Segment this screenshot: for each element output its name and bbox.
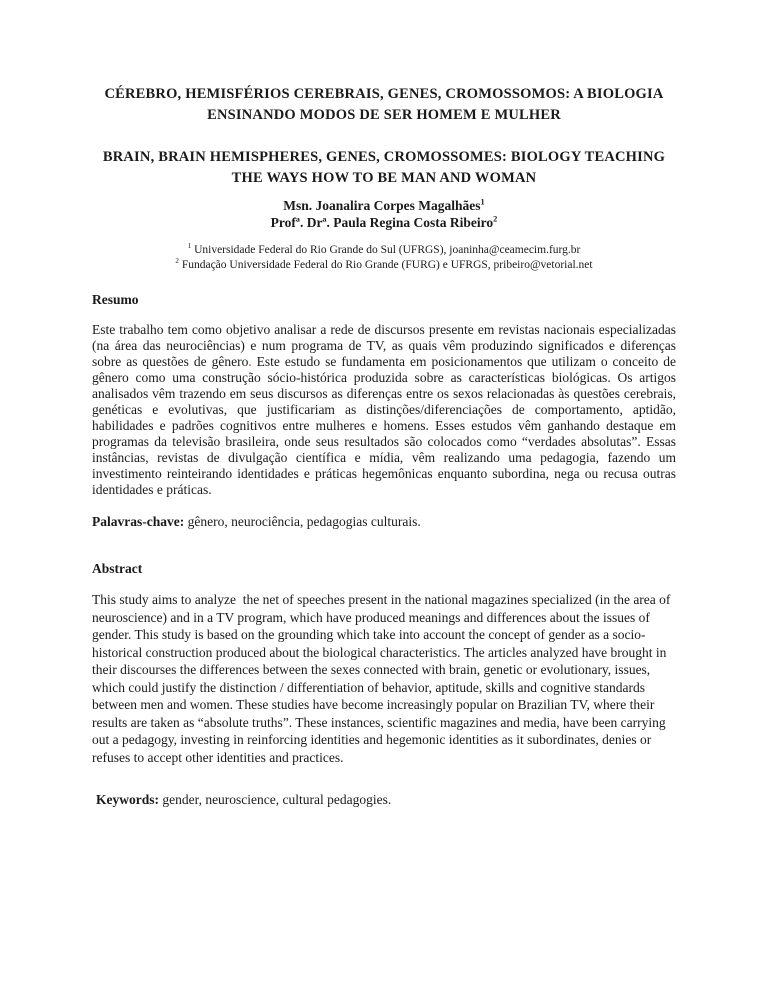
author-line-1	[92, 198, 676, 215]
keywords-en-line	[92, 792, 676, 808]
author-2-name: Profª. Drª. Paula Regina Costa Ribeiro	[270, 214, 494, 230]
author-block	[92, 198, 676, 231]
author-2-footnote-marker: 2	[493, 214, 498, 223]
author-1-name: Msn. Joanalira Corpes Magalhães	[283, 198, 481, 213]
keywords-pt-line	[92, 514, 676, 530]
paper-title-en: BRAIN, BRAIN HEMISPHERES, GENES, CROMOSSOMES: BIOLOGY TEACHING THE WAYS HOW TO BE MAN AND WOMAN	[102, 149, 666, 186]
author-1-footnote-marker: 1	[480, 197, 485, 207]
keywords-pt-label: Palavras-chave:	[92, 514, 185, 529]
affiliation-line-1	[92, 243, 676, 258]
affiliation-1-text: Universidade Federal do Rio Grande do Sul (UFRGS), joaninha@ceamecim.furg.br	[191, 244, 581, 256]
abstract-heading: Abstract	[92, 561, 143, 576]
resumo-text-after-red-period: Este estudo se fundamenta em posicionamentos que utilizam o conceito de gênero como uma construção sócio-histórica produzida sobre as características biológicas. Os artigos analisados vêm trazendo em seus discursos as diferenças entre os sexos relacionadas às questões cerebrais, genéticas e evolutivas, que justificariam as distinções/diferenciações de comportamento, aptidão, habilidades e padrões cognitivos entre mulheres e homens. Esses estudos vêm ganhando destaque em programas da televisão brasileira, onde seus resultados são colocados como “verdades absolutas”. Essas instâncias, revistas de divulgação científica e mídia, vêm realizando uma pedagogia, fazendo um investimento reinteirando identidades e práticas hegemônicas enquanto subordina, nega ou recusa outras identidades e práticas.	[92, 354, 676, 497]
affiliation-2-text: Fundação Universidade Federal do Rio Grande (FURG) e UFRGS, pribeiro@vetorial.net	[178, 258, 593, 271]
paper-title-pt: CÉREBRO, HEMISFÉRIOS CEREBRAIS, GENES, CROMOSSOMOS: A BIOLOGIA ENSINANDO MODOS DE SER HOMEM E MULHER	[104, 86, 664, 123]
abstract-paragraph: This study aims to analyze the net of speeches present in the national magazines specialized (in the area of neuroscience) and in a TV program, which have produced meanings and differences about the issues of gender. This study is based on the grounding which take into account the concept of gender as a socio-historical construction produced about the biological characteristics. The articles analyzed have brought in their discourses the differences between the sexes connected with brain, genetic or evolutionary, issues, which could justify the distinction / differentiation of behavior, aptitude, skills and cognitive standards between men and women. These studies have become increasingly popular on Brazilian TV, where their results are taken as “absolute truths”. These instances, scientific magazines and media, have been carrying out a pedagogy, investing in reinforcing identities and hegemonic identities as it subordinates, denies or refuses to accept other identities and practices.	[92, 592, 674, 765]
affiliation-1-marker: 1	[187, 242, 192, 251]
resumo-text-before-red-period: Este trabalho tem como objetivo analisar a rede de discursos presente em revistas nacionais especializadas (na área das neurociências) e num programa de TV, as quais vêm produzindo significados e diferenças sobre as questões de gênero	[92, 322, 676, 369]
resumo-heading: Resumo	[92, 292, 139, 307]
resumo-paragraph	[92, 322, 676, 498]
affiliation-block	[92, 243, 676, 272]
affiliation-2-marker: 2	[175, 256, 179, 265]
resumo-red-period: .	[248, 354, 252, 369]
keywords-en-text: gender, neuroscience, cultural pedagogies.	[159, 792, 392, 807]
keywords-pt-text: gênero, neurociência, pedagogias culturais.	[184, 514, 421, 529]
author-line-2	[92, 215, 676, 232]
keywords-en-label: Keywords:	[96, 792, 159, 807]
affiliation-line-2	[92, 258, 676, 273]
